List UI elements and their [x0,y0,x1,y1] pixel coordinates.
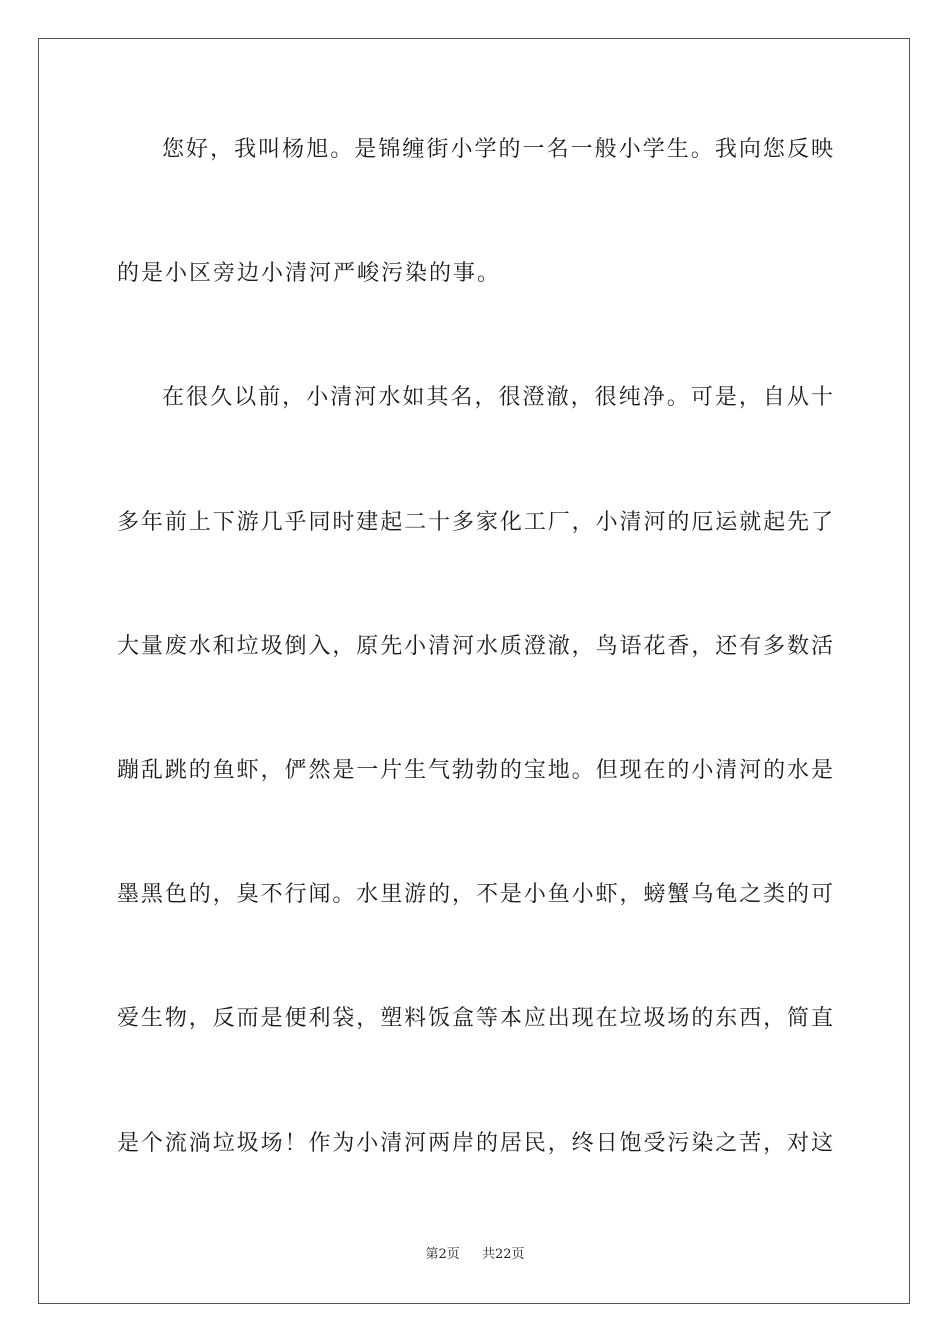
text-line-6: 蹦乱跳的鱼虾，俨然是一片生气勃勃的宝地。但现在的小清河的水是 [117,758,833,783]
text-line-2: 的是小区旁边小清河严峻污染的事。 [117,261,502,286]
page-border [38,38,910,1304]
text-line-3: 在很久以前，小清河水如其名，很澄澈，很纯净。可是，自从十 [162,385,833,410]
page-number: 第2页 [425,1247,460,1262]
text-line-7: 墨黑色的，臭不行闻。水里游的，不是小鱼小虾，螃蟹乌龟之类的可 [117,882,833,907]
text-line-5: 大量废水和垃圾倒入，原先小清河水质澄澈，鸟语花香，还有多数活 [117,634,833,659]
text-line-9: 是个流淌垃圾场！作为小清河两岸的居民，终日饱受污染之苦，对这 [117,1131,833,1156]
text-line-4: 多年前上下游几乎同时建起二十多家化工厂，小清河的厄运就起先了 [117,510,833,535]
page-footer [0,1246,950,1264]
text-line-1: 您好，我叫杨旭。是锦缠街小学的一名一般小学生。我向您反映 [162,137,833,162]
page-total: 共22页 [482,1247,525,1262]
text-line-8: 爱生物，反而是便利袋，塑料饭盒等本应出现在垃圾场的东西，简直 [117,1006,833,1031]
